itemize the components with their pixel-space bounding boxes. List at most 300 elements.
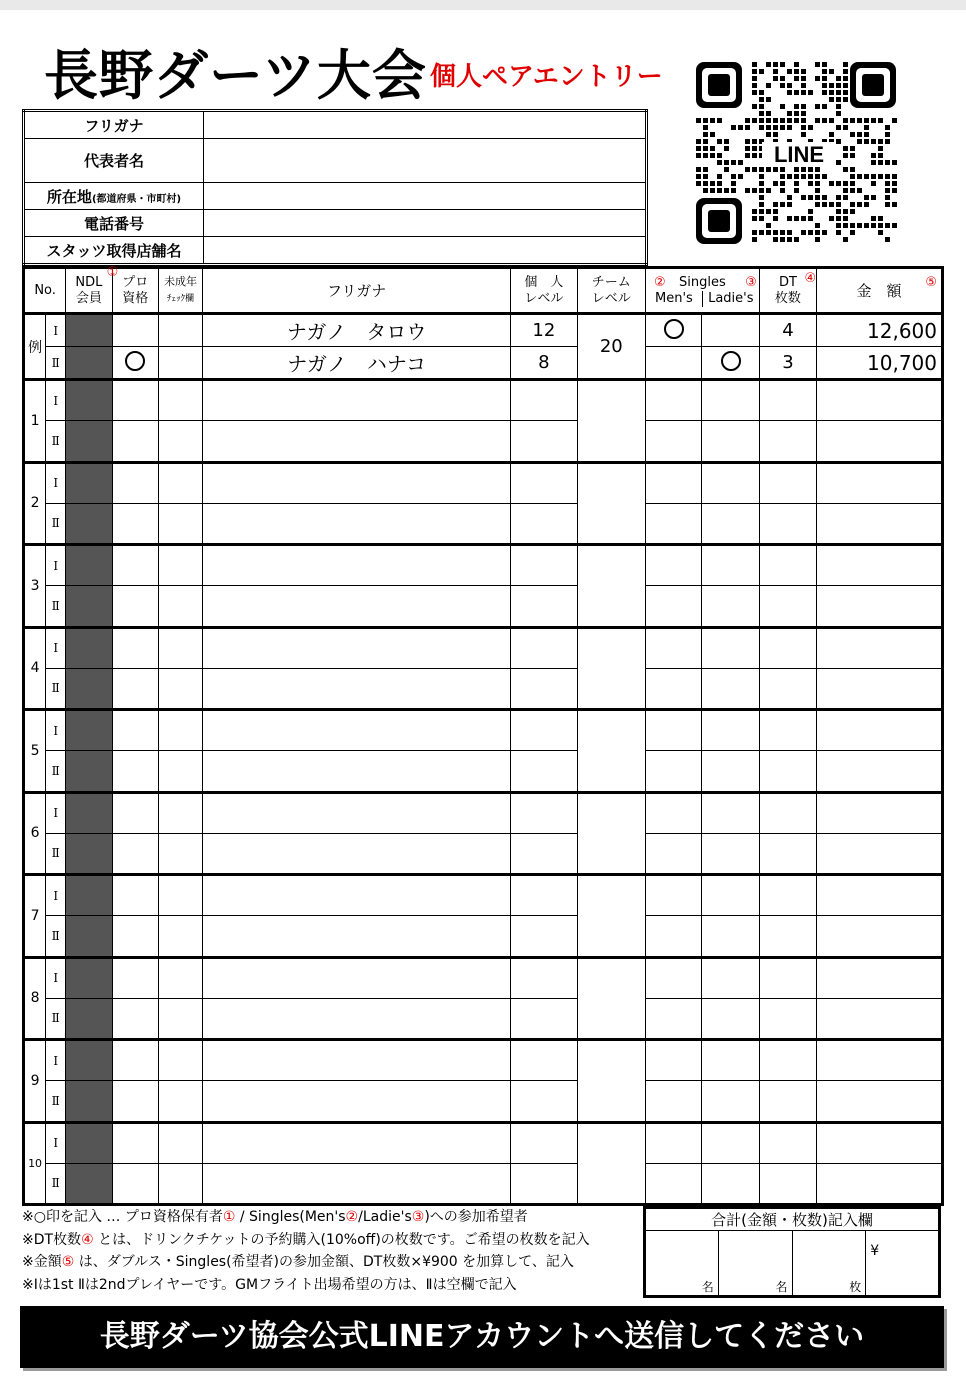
ndl-cell	[66, 668, 112, 709]
ladies-cell[interactable]	[702, 710, 759, 751]
level-cell[interactable]	[511, 545, 577, 586]
minor-cell[interactable]	[158, 998, 202, 1039]
representative-info-table	[22, 109, 648, 266]
entry-row	[24, 833, 943, 874]
pro-cell[interactable]	[112, 957, 158, 998]
pro-cell[interactable]	[112, 875, 158, 916]
amount-cell[interactable]	[817, 916, 943, 957]
ladies-cell[interactable]	[702, 792, 759, 833]
furigana-cell[interactable]	[203, 1040, 511, 1081]
total-title: 合計(金額・枚数)記入欄	[645, 1208, 940, 1231]
ladies-cell[interactable]	[702, 421, 759, 462]
pro-cell[interactable]	[112, 586, 158, 627]
minor-cell[interactable]	[158, 462, 202, 503]
minor-cell[interactable]	[158, 380, 202, 421]
ndl-cell	[66, 998, 112, 1039]
minor-cell[interactable]	[158, 957, 202, 998]
mens-circle-mark	[664, 319, 684, 339]
furigana-cell[interactable]	[203, 668, 511, 709]
entry-row	[24, 462, 943, 503]
level-cell[interactable]	[511, 833, 577, 874]
ladies-circle-mark	[721, 351, 741, 371]
mens-cell	[646, 347, 702, 380]
ndl-cell	[66, 545, 112, 586]
dt-cell[interactable]	[759, 1040, 816, 1081]
pro-cell[interactable]	[112, 833, 158, 874]
ndl-cell	[66, 627, 112, 668]
entry-number: 9	[24, 1040, 46, 1123]
player-roman: Ⅱ	[46, 668, 66, 709]
total-amount[interactable]: ¥	[866, 1231, 940, 1297]
dt-cell[interactable]	[759, 503, 816, 544]
player-roman: Ⅱ	[46, 1081, 66, 1122]
amount-cell[interactable]	[817, 957, 943, 998]
dt-cell[interactable]	[759, 751, 816, 792]
player-roman: Ⅱ	[46, 998, 66, 1039]
minor-cell[interactable]	[158, 586, 202, 627]
team-level-cell[interactable]	[577, 380, 645, 463]
header-personal-level: 個 人 レベル	[511, 268, 577, 314]
pro-cell[interactable]	[112, 792, 158, 833]
mens-cell	[646, 314, 702, 347]
furigana-cell[interactable]	[203, 1163, 511, 1204]
dt-cell[interactable]	[759, 998, 816, 1039]
player-roman: Ⅱ	[46, 586, 66, 627]
furigana-cell[interactable]	[203, 833, 511, 874]
ndl-cell	[66, 503, 112, 544]
info-label: スタッツ取得店舗名	[24, 237, 204, 265]
furigana-cell[interactable]	[203, 957, 511, 998]
furigana-cell[interactable]	[203, 1081, 511, 1122]
top-bar	[0, 0, 966, 10]
dt-cell[interactable]	[759, 545, 816, 586]
furigana-cell: ナガノ ハナコ	[203, 347, 511, 380]
entry-number: 3	[24, 545, 46, 628]
amount-cell[interactable]	[817, 421, 943, 462]
info-row	[24, 183, 647, 210]
ladies-cell[interactable]	[702, 586, 759, 627]
entry-row	[24, 998, 943, 1039]
amount-cell[interactable]	[817, 751, 943, 792]
ndl-cell	[66, 792, 112, 833]
minor-cell[interactable]	[158, 503, 202, 544]
ladies-cell	[702, 347, 759, 380]
level-cell[interactable]	[511, 710, 577, 751]
furigana-cell[interactable]	[203, 545, 511, 586]
team-level-cell[interactable]	[577, 792, 645, 875]
entry-number: 8	[24, 957, 46, 1040]
player-roman: Ⅰ	[46, 380, 66, 421]
total-players-2[interactable]: 名	[718, 1231, 792, 1297]
amount-cell: 10,700	[817, 347, 943, 380]
entry-number: 10	[24, 1122, 46, 1205]
minor-cell[interactable]	[158, 833, 202, 874]
example-label: 例	[24, 314, 46, 380]
pro-cell[interactable]	[112, 421, 158, 462]
dt-cell[interactable]	[759, 380, 816, 421]
amount-cell: 12,600	[817, 314, 943, 347]
entry-row	[24, 792, 943, 833]
furigana-cell[interactable]	[203, 586, 511, 627]
mens-cell[interactable]	[646, 503, 702, 544]
page-title: 長野ダーツ大会	[44, 44, 427, 107]
player-roman: Ⅱ	[46, 1163, 66, 1204]
level-cell[interactable]	[511, 503, 577, 544]
header-singles: ② Singles ③ Men's Ladie's	[646, 268, 760, 314]
total-players-1[interactable]: 名	[645, 1231, 719, 1297]
pro-cell[interactable]	[112, 668, 158, 709]
level-cell[interactable]	[511, 792, 577, 833]
ndl-cell	[66, 1163, 112, 1204]
mens-cell[interactable]	[646, 875, 702, 916]
mens-cell[interactable]	[646, 957, 702, 998]
level-cell: 12	[511, 314, 577, 347]
furigana-cell[interactable]	[203, 380, 511, 421]
dt-cell: 3	[759, 347, 816, 380]
team-level-cell[interactable]	[577, 545, 645, 628]
entry-number: 6	[24, 792, 46, 875]
level-cell[interactable]	[511, 1122, 577, 1163]
entry-row	[24, 627, 943, 668]
player-roman: Ⅱ	[46, 421, 66, 462]
ndl-cell	[66, 1040, 112, 1081]
minor-cell[interactable]	[158, 1040, 202, 1081]
player-roman: Ⅰ	[46, 627, 66, 668]
entry-row	[24, 957, 943, 998]
level-cell[interactable]	[511, 998, 577, 1039]
note-4: ※Ⅰは1st Ⅱは2ndプレイヤーです。GMフライト出場希望の方は、Ⅱは空欄で記入	[22, 1276, 517, 1293]
header-pro: ① プロ 資格	[112, 268, 158, 314]
mens-cell[interactable]	[646, 380, 702, 421]
info-input[interactable]	[204, 183, 647, 210]
player-roman: Ⅱ	[46, 833, 66, 874]
player-roman: Ⅰ	[46, 545, 66, 586]
furigana-cell[interactable]	[203, 998, 511, 1039]
pro-circle-mark	[125, 351, 145, 371]
qr-line-label: LINE	[773, 142, 825, 167]
entry-row	[24, 751, 943, 792]
dt-cell[interactable]	[759, 833, 816, 874]
team-level-cell[interactable]	[577, 710, 645, 793]
ndl-cell	[66, 833, 112, 874]
ndl-cell	[66, 751, 112, 792]
mens-cell[interactable]	[646, 1040, 702, 1081]
ladies-cell[interactable]	[702, 833, 759, 874]
ladies-cell[interactable]	[702, 545, 759, 586]
dt-cell[interactable]	[759, 462, 816, 503]
pro-cell[interactable]	[112, 751, 158, 792]
mens-cell[interactable]	[646, 916, 702, 957]
ndl-cell	[66, 957, 112, 998]
level-cell: 8	[511, 347, 577, 380]
pro-cell[interactable]	[112, 545, 158, 586]
pro-cell[interactable]	[112, 916, 158, 957]
entry-row	[24, 380, 943, 421]
entry-row	[24, 586, 943, 627]
ndl-cell	[66, 421, 112, 462]
header-ndl: NDL 会員	[66, 268, 112, 314]
entry-row	[24, 668, 943, 709]
ndl-cell	[66, 1122, 112, 1163]
ladies-cell[interactable]	[702, 957, 759, 998]
mens-cell[interactable]	[646, 545, 702, 586]
ndl-cell	[66, 916, 112, 957]
minor-cell[interactable]	[158, 668, 202, 709]
note-1: ※○印を記入 … プロ資格保有者① / Singles(Men's②/Ladie's③)への参加希望者	[22, 1209, 528, 1225]
ladies-cell[interactable]	[702, 462, 759, 503]
entry-table	[22, 266, 944, 1206]
player-roman: Ⅰ	[46, 710, 66, 751]
dt-cell[interactable]	[759, 586, 816, 627]
example-row	[24, 347, 943, 380]
header-dt-count: ④ DT 枚数	[759, 268, 816, 314]
amount-cell[interactable]	[817, 586, 943, 627]
furigana-cell[interactable]	[203, 1122, 511, 1163]
entry-number: 7	[24, 875, 46, 958]
amount-cell[interactable]	[817, 792, 943, 833]
player-roman: Ⅰ	[46, 1040, 66, 1081]
ladies-cell[interactable]	[702, 751, 759, 792]
level-cell[interactable]	[511, 916, 577, 957]
minor-cell[interactable]	[158, 916, 202, 957]
amount-cell[interactable]	[817, 710, 943, 751]
team-level-cell[interactable]	[577, 1122, 645, 1205]
info-label: フリガナ	[24, 111, 204, 139]
pro-cell[interactable]	[112, 380, 158, 421]
info-input[interactable]	[204, 210, 647, 237]
team-level-cell[interactable]	[577, 957, 645, 1040]
entry-row	[24, 545, 943, 586]
amount-cell[interactable]	[817, 503, 943, 544]
mens-cell[interactable]	[646, 833, 702, 874]
dt-cell[interactable]	[759, 1081, 816, 1122]
level-cell[interactable]	[511, 875, 577, 916]
team-level-cell[interactable]	[577, 1040, 645, 1123]
pro-cell[interactable]	[112, 1122, 158, 1163]
entry-row	[24, 1163, 943, 1204]
ladies-cell[interactable]	[702, 916, 759, 957]
ndl-cell	[66, 586, 112, 627]
ndl-cell	[66, 1081, 112, 1122]
line-qr-code[interactable]	[692, 58, 902, 248]
header-amount: 金 額 ⑤	[817, 268, 943, 314]
amount-cell[interactable]	[817, 1122, 943, 1163]
ladies-cell[interactable]	[702, 503, 759, 544]
player-roman: Ⅱ	[46, 916, 66, 957]
level-cell[interactable]	[511, 586, 577, 627]
ladies-cell	[702, 314, 759, 347]
pro-cell[interactable]	[112, 998, 158, 1039]
note-2: ※DT枚数④ とは、ドリンクチケットの予約購入(10%off)の枚数です。ご希望の枚数を記入	[22, 1231, 590, 1248]
pro-cell[interactable]	[112, 710, 158, 751]
mens-cell[interactable]	[646, 1163, 702, 1204]
info-row	[24, 210, 647, 237]
info-input[interactable]	[204, 237, 647, 265]
info-label: 代表者名	[24, 139, 204, 183]
entry-row	[24, 503, 943, 544]
dt-cell[interactable]	[759, 1163, 816, 1204]
minor-cell[interactable]	[158, 1122, 202, 1163]
minor-cell[interactable]	[158, 751, 202, 792]
entry-number: 1	[24, 380, 46, 463]
amount-cell[interactable]	[817, 627, 943, 668]
dt-cell[interactable]	[759, 421, 816, 462]
entry-number: 2	[24, 462, 46, 545]
mens-cell[interactable]	[646, 792, 702, 833]
player-roman: Ⅰ	[46, 462, 66, 503]
entry-row	[24, 875, 943, 916]
player-roman: Ⅰ	[46, 314, 66, 347]
entry-number: 4	[24, 627, 46, 710]
level-cell[interactable]	[511, 627, 577, 668]
entry-row	[24, 710, 943, 751]
ladies-cell[interactable]	[702, 1081, 759, 1122]
header-minor-check: 未成年 ﾁｪｯｸ欄	[158, 268, 202, 314]
pro-cell	[112, 314, 158, 347]
amount-cell[interactable]	[817, 998, 943, 1039]
player-roman: Ⅰ	[46, 875, 66, 916]
level-cell[interactable]	[511, 1081, 577, 1122]
dt-cell[interactable]	[759, 792, 816, 833]
dt-cell[interactable]	[759, 875, 816, 916]
amount-cell[interactable]	[817, 833, 943, 874]
minor-cell[interactable]	[158, 1163, 202, 1204]
info-input[interactable]	[204, 139, 647, 183]
minor-cell[interactable]	[158, 545, 202, 586]
team-level-cell[interactable]	[577, 875, 645, 958]
mens-cell[interactable]	[646, 998, 702, 1039]
ladies-cell[interactable]	[702, 875, 759, 916]
furigana-cell[interactable]	[203, 421, 511, 462]
ndl-cell	[66, 710, 112, 751]
entry-row	[24, 421, 943, 462]
line-submit-banner: 長野ダーツ協会公式LINEアカウントへ送信してください	[20, 1306, 944, 1368]
pro-cell[interactable]	[112, 462, 158, 503]
ndl-cell	[66, 462, 112, 503]
info-input[interactable]	[204, 111, 647, 139]
furigana-cell[interactable]	[203, 710, 511, 751]
level-cell[interactable]	[511, 957, 577, 998]
pro-cell[interactable]	[112, 1163, 158, 1204]
info-label: 所在地(都道府県・市町村)	[24, 183, 204, 210]
total-box	[643, 1206, 941, 1298]
dt-cell[interactable]	[759, 710, 816, 751]
header-furigana: フリガナ	[203, 268, 511, 314]
info-label: 電話番号	[24, 210, 204, 237]
amount-cell[interactable]	[817, 1081, 943, 1122]
mens-cell[interactable]	[646, 627, 702, 668]
header-no: No.	[24, 268, 66, 314]
furigana-cell[interactable]	[203, 627, 511, 668]
note-3: ※金額⑤ は、ダブルス・Singles(希望者)の参加金額、DT枚数×¥900 を加算して、記入	[22, 1254, 574, 1270]
level-cell[interactable]	[511, 1163, 577, 1204]
furigana-cell[interactable]	[203, 462, 511, 503]
team-level-cell[interactable]	[577, 627, 645, 710]
dt-cell[interactable]	[759, 957, 816, 998]
amount-cell[interactable]	[817, 462, 943, 503]
ladies-cell[interactable]	[702, 380, 759, 421]
amount-cell[interactable]	[817, 668, 943, 709]
pro-cell[interactable]	[112, 503, 158, 544]
entry-row	[24, 1122, 943, 1163]
mens-cell[interactable]	[646, 751, 702, 792]
furigana-cell[interactable]	[203, 503, 511, 544]
dt-cell: 4	[759, 314, 816, 347]
minor-cell[interactable]	[158, 875, 202, 916]
team-level-cell[interactable]	[577, 462, 645, 545]
amount-cell[interactable]	[817, 1163, 943, 1204]
amount-cell[interactable]	[817, 380, 943, 421]
mens-cell[interactable]	[646, 421, 702, 462]
mens-cell[interactable]	[646, 586, 702, 627]
level-cell[interactable]	[511, 380, 577, 421]
ladies-cell[interactable]	[702, 627, 759, 668]
amount-cell[interactable]	[817, 545, 943, 586]
ladies-cell[interactable]	[702, 998, 759, 1039]
furigana-cell[interactable]	[203, 751, 511, 792]
mens-cell[interactable]	[646, 1122, 702, 1163]
minor-cell[interactable]	[158, 1081, 202, 1122]
entry-number: 5	[24, 710, 46, 793]
mens-cell[interactable]	[646, 1081, 702, 1122]
pro-cell[interactable]	[112, 1040, 158, 1081]
amount-cell[interactable]	[817, 1040, 943, 1081]
player-roman: Ⅱ	[46, 347, 66, 380]
ladies-cell[interactable]	[702, 1040, 759, 1081]
ladies-cell[interactable]	[702, 1163, 759, 1204]
player-roman: Ⅱ	[46, 503, 66, 544]
ndl-cell	[66, 314, 112, 347]
level-cell[interactable]	[511, 668, 577, 709]
minor-cell	[158, 347, 202, 380]
player-roman: Ⅰ	[46, 1122, 66, 1163]
example-row	[24, 314, 943, 347]
level-cell[interactable]	[511, 462, 577, 503]
ladies-cell[interactable]	[702, 668, 759, 709]
furigana-cell[interactable]	[203, 875, 511, 916]
furigana-cell[interactable]	[203, 792, 511, 833]
entry-row	[24, 916, 943, 957]
minor-cell[interactable]	[158, 421, 202, 462]
mens-cell[interactable]	[646, 462, 702, 503]
furigana-cell[interactable]	[203, 916, 511, 957]
entry-row	[24, 1040, 943, 1081]
dt-cell[interactable]	[759, 627, 816, 668]
pro-cell[interactable]	[112, 1081, 158, 1122]
level-cell[interactable]	[511, 1040, 577, 1081]
ndl-cell	[66, 875, 112, 916]
dt-cell[interactable]	[759, 668, 816, 709]
dt-cell[interactable]	[759, 1122, 816, 1163]
minor-cell[interactable]	[158, 627, 202, 668]
level-cell[interactable]	[511, 751, 577, 792]
total-tickets[interactable]: 枚	[792, 1231, 866, 1297]
player-roman: Ⅱ	[46, 751, 66, 792]
pro-cell[interactable]	[112, 627, 158, 668]
level-cell[interactable]	[511, 421, 577, 462]
mens-cell[interactable]	[646, 668, 702, 709]
amount-cell[interactable]	[817, 875, 943, 916]
minor-cell[interactable]	[158, 792, 202, 833]
ndl-cell	[66, 380, 112, 421]
minor-cell[interactable]	[158, 710, 202, 751]
player-roman: Ⅰ	[46, 957, 66, 998]
team-level-cell: 20	[577, 314, 645, 380]
ladies-cell[interactable]	[702, 1122, 759, 1163]
mens-cell[interactable]	[646, 710, 702, 751]
player-roman: Ⅰ	[46, 792, 66, 833]
dt-cell[interactable]	[759, 916, 816, 957]
